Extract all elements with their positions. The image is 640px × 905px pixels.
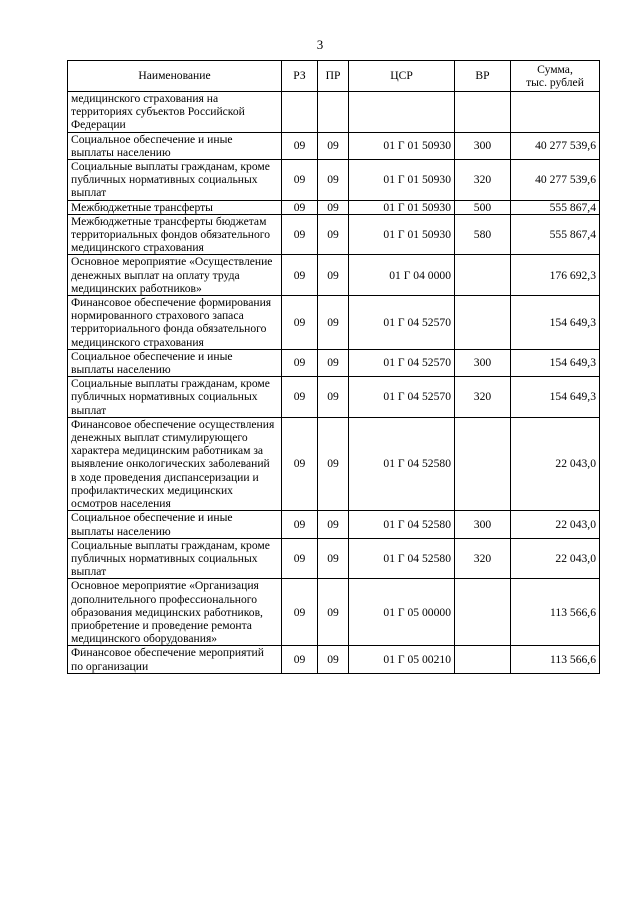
cell-rz: 09 <box>282 511 318 538</box>
cell-pr: 09 <box>318 214 349 255</box>
table-row <box>68 92 600 133</box>
cell-rz: 09 <box>282 214 318 255</box>
cell-csr: 01 Г 04 52580 <box>349 538 455 579</box>
cell-sum <box>511 92 600 133</box>
table-row <box>68 579 600 646</box>
cell-csr: 01 Г 04 52580 <box>349 417 455 510</box>
cell-csr: 01 Г 04 52570 <box>349 377 455 418</box>
page-number: 3 <box>316 37 324 52</box>
header-name: Наименование <box>68 61 282 92</box>
header-rz: РЗ <box>282 61 318 92</box>
table-row <box>68 255 600 296</box>
cell-pr: 09 <box>318 377 349 418</box>
table-row <box>68 200 600 214</box>
cell-sum: 154 649,3 <box>511 296 600 350</box>
cell-vr: 320 <box>455 377 511 418</box>
cell-pr: 09 <box>318 349 349 376</box>
cell-sum: 22 043,0 <box>511 417 600 510</box>
cell-name: Основное мероприятие «Осуществление денежных выплат на оплату труда медицинских работников» <box>68 255 282 296</box>
cell-name: Социальные выплаты гражданам, кроме публичных нормативных социальных выплат <box>68 377 282 418</box>
cell-rz: 09 <box>282 160 318 201</box>
table-row <box>68 538 600 579</box>
cell-rz <box>282 92 318 133</box>
cell-pr <box>318 92 349 133</box>
cell-csr: 01 Г 05 00000 <box>349 579 455 646</box>
cell-vr: 300 <box>455 132 511 159</box>
cell-rz: 09 <box>282 646 318 673</box>
cell-rz: 09 <box>282 349 318 376</box>
cell-sum: 22 043,0 <box>511 538 600 579</box>
cell-pr: 09 <box>318 646 349 673</box>
cell-name: Финансовое обеспечение формирования нормированного страхового запаса территориального фонда обязательного медицинского страхования <box>68 296 282 350</box>
cell-vr <box>455 417 511 510</box>
cell-rz: 09 <box>282 538 318 579</box>
cell-vr: 580 <box>455 214 511 255</box>
header-csr: ЦСР <box>349 61 455 92</box>
cell-vr <box>455 255 511 296</box>
table-row <box>68 296 600 350</box>
cell-rz: 09 <box>282 377 318 418</box>
cell-csr: 01 Г 04 52580 <box>349 511 455 538</box>
cell-rz: 09 <box>282 579 318 646</box>
cell-csr: 01 Г 01 50930 <box>349 214 455 255</box>
cell-sum: 22 043,0 <box>511 511 600 538</box>
cell-csr: 01 Г 01 50930 <box>349 160 455 201</box>
cell-csr: 01 Г 04 0000 <box>349 255 455 296</box>
cell-sum: 555 867,4 <box>511 200 600 214</box>
header-pr: ПР <box>318 61 349 92</box>
cell-csr: 01 Г 05 00210 <box>349 646 455 673</box>
cell-vr: 300 <box>455 349 511 376</box>
cell-vr <box>455 92 511 133</box>
cell-name: Социальные выплаты гражданам, кроме публичных нормативных социальных выплат <box>68 160 282 201</box>
cell-vr: 320 <box>455 160 511 201</box>
cell-pr: 09 <box>318 255 349 296</box>
cell-rz: 09 <box>282 296 318 350</box>
cell-vr <box>455 296 511 350</box>
cell-sum: 555 867,4 <box>511 214 600 255</box>
cell-csr: 01 Г 01 50930 <box>349 132 455 159</box>
cell-sum: 113 566,6 <box>511 579 600 646</box>
cell-pr: 09 <box>318 511 349 538</box>
header-sum: Сумма, тыс. рублей <box>511 61 600 92</box>
cell-name: Основное мероприятие «Организация дополнительного профессионального образования медицинских работников, приобретение и проведение ремонта медицинского оборудования» <box>68 579 282 646</box>
cell-vr: 300 <box>455 511 511 538</box>
cell-name: Социальное обеспечение и иные выплаты населению <box>68 132 282 159</box>
cell-csr: 01 Г 04 52570 <box>349 349 455 376</box>
cell-name: Межбюджетные трансферты <box>68 200 282 214</box>
cell-pr: 09 <box>318 132 349 159</box>
cell-rz: 09 <box>282 132 318 159</box>
table-row <box>68 377 600 418</box>
cell-name: Межбюджетные трансферты бюджетам территориальных фондов обязательного медицинского страхования <box>68 214 282 255</box>
table-row <box>68 214 600 255</box>
cell-sum: 113 566,6 <box>511 646 600 673</box>
table-row <box>68 417 600 510</box>
cell-pr: 09 <box>318 200 349 214</box>
table-row <box>68 132 600 159</box>
cell-sum: 40 277 539,6 <box>511 132 600 159</box>
table-header-row <box>68 61 600 92</box>
cell-vr <box>455 579 511 646</box>
cell-csr: 01 Г 04 52570 <box>349 296 455 350</box>
cell-vr <box>455 646 511 673</box>
cell-name: Социальное обеспечение и иные выплаты населению <box>68 511 282 538</box>
cell-rz: 09 <box>282 200 318 214</box>
cell-rz: 09 <box>282 255 318 296</box>
table-row <box>68 349 600 376</box>
header-vr: ВР <box>455 61 511 92</box>
cell-sum: 154 649,3 <box>511 377 600 418</box>
cell-csr <box>349 92 455 133</box>
table-row <box>68 160 600 201</box>
cell-name: Финансовое обеспечение осуществления денежных выплат стимулирующего характера медицинским работникам за выявление онкологических заболеваний в ходе проведения диспансеризации и профилактических медицинских осмотров населения <box>68 417 282 510</box>
cell-pr: 09 <box>318 538 349 579</box>
cell-pr: 09 <box>318 417 349 510</box>
cell-vr: 500 <box>455 200 511 214</box>
cell-rz: 09 <box>282 417 318 510</box>
table-row <box>68 646 600 673</box>
budget-table <box>67 60 600 674</box>
cell-name: Социальные выплаты гражданам, кроме публичных нормативных социальных выплат <box>68 538 282 579</box>
cell-name: Социальное обеспечение и иные выплаты населению <box>68 349 282 376</box>
cell-pr: 09 <box>318 296 349 350</box>
cell-csr: 01 Г 01 50930 <box>349 200 455 214</box>
cell-pr: 09 <box>318 579 349 646</box>
table-row <box>68 511 600 538</box>
cell-sum: 176 692,3 <box>511 255 600 296</box>
cell-sum: 154 649,3 <box>511 349 600 376</box>
cell-sum: 40 277 539,6 <box>511 160 600 201</box>
cell-name: медицинского страхования на территориях субъектов Российской Федерации <box>68 92 282 133</box>
cell-vr: 320 <box>455 538 511 579</box>
cell-name: Финансовое обеспечение мероприятий по организации <box>68 646 282 673</box>
cell-pr: 09 <box>318 160 349 201</box>
